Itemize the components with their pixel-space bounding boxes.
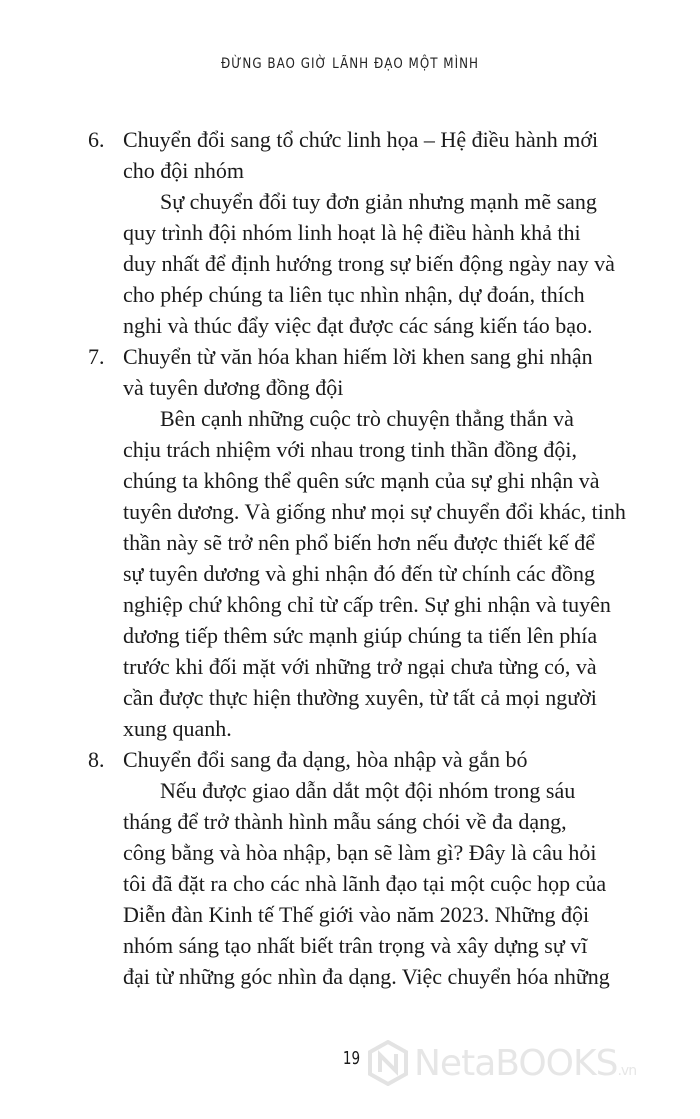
paragraph-line: nghi và thúc đẩy việc đạt được các sáng kiến táo bạo.	[123, 313, 593, 338]
item-title-line	[88, 124, 648, 155]
item-title-text: Chuyển đổi sang tổ chức linh họa – Hệ điều hành mới	[123, 127, 599, 152]
item-title-line	[88, 341, 648, 372]
paragraph-line: quy trình đội nhóm linh hoạt là hệ điều hành khả thi	[123, 220, 581, 245]
paragraph-line: nghiệp chứ không chỉ từ cấp trên. Sự ghi nhận và tuyên	[123, 592, 611, 617]
watermark-text: NetaBOOKS.vn	[414, 1042, 637, 1084]
item-title-line	[88, 744, 648, 775]
paragraph-line: tháng để trở thành hình mẫu sáng chói về đa dạng,	[123, 809, 567, 834]
paragraph-line: Diễn đàn Kinh tế Thế giới vào năm 2023. Những đội	[123, 902, 590, 927]
list-item	[88, 744, 648, 992]
paragraph-line: Nếu được giao dẫn dắt một đội nhóm trong sáu	[160, 778, 576, 803]
paragraph-line: cho phép chúng ta liên tục nhìn nhận, dự đoán, thích	[123, 282, 585, 307]
paragraph-line: Sự chuyển đổi tuy đơn giản nhưng mạnh mẽ sang	[160, 189, 597, 214]
paragraph-line: cần được thực hiện thường xuyên, từ tất cả mọi người	[123, 685, 597, 710]
item-number: 6.	[88, 127, 105, 152]
paragraph-line: sự tuyên dương và ghi nhận đó đến từ chính các đồng	[123, 561, 596, 586]
item-number: 7.	[88, 344, 105, 369]
netabooks-logo-icon	[368, 1040, 408, 1086]
paragraph-line: duy nhất để định hướng trong sự biến động ngày nay và	[123, 251, 615, 276]
paragraph-line: đại từ những góc nhìn đa dạng. Việc chuyển hóa những	[123, 964, 610, 989]
item-title-line	[88, 372, 648, 403]
paragraph-line: tuyên dương. Và giống như mọi sự chuyển đổi khác, tinh	[123, 499, 626, 524]
page-body	[88, 124, 648, 992]
item-title-text: và tuyên dương đồng đội	[123, 375, 344, 400]
item-title-text: cho đội nhóm	[123, 158, 244, 183]
item-title-line	[88, 155, 648, 186]
running-header: ĐỪNG BAO GIỜ LÃNH ĐẠO MỘT MÌNH	[220, 56, 480, 72]
paragraph-line: xung quanh.	[123, 716, 232, 741]
item-title-text: Chuyển từ văn hóa khan hiếm lời khen sang ghi nhận	[123, 344, 593, 369]
paragraph-line: chịu trách nhiệm với nhau trong tinh thần đồng đội,	[123, 437, 577, 462]
paragraph-line: trước khi đối mặt với những trở ngại chưa từng có, và	[123, 654, 597, 679]
list-item	[88, 341, 648, 744]
paragraph-line: tôi đã đặt ra cho các nhà lãnh đạo tại một cuộc họp của	[123, 871, 607, 896]
paragraph-line: thần này sẽ trở nên phổ biến hơn nếu được thiết kế để	[123, 530, 596, 555]
page-number: 19	[342, 1048, 361, 1069]
item-number: 8.	[88, 747, 105, 772]
list-item	[88, 124, 648, 341]
paragraph-line: công bằng và hòa nhập, bạn sẽ làm gì? Đây là câu hỏi	[123, 840, 597, 865]
watermark	[368, 1040, 636, 1086]
paragraph-line: nhóm sáng tạo nhất biết trân trọng và xây dựng sự vĩ	[123, 933, 588, 958]
paragraph-line: Bên cạnh những cuộc trò chuyện thẳng thắn và	[160, 406, 574, 431]
paragraph-line: chúng ta không thể quên sức mạnh của sự ghi nhận và	[123, 468, 600, 493]
paragraph-line: dương tiếp thêm sức mạnh giúp chúng ta tiến lên phía	[123, 623, 598, 648]
item-title-text: Chuyển đổi sang đa dạng, hòa nhập và gắn bó	[123, 747, 528, 772]
